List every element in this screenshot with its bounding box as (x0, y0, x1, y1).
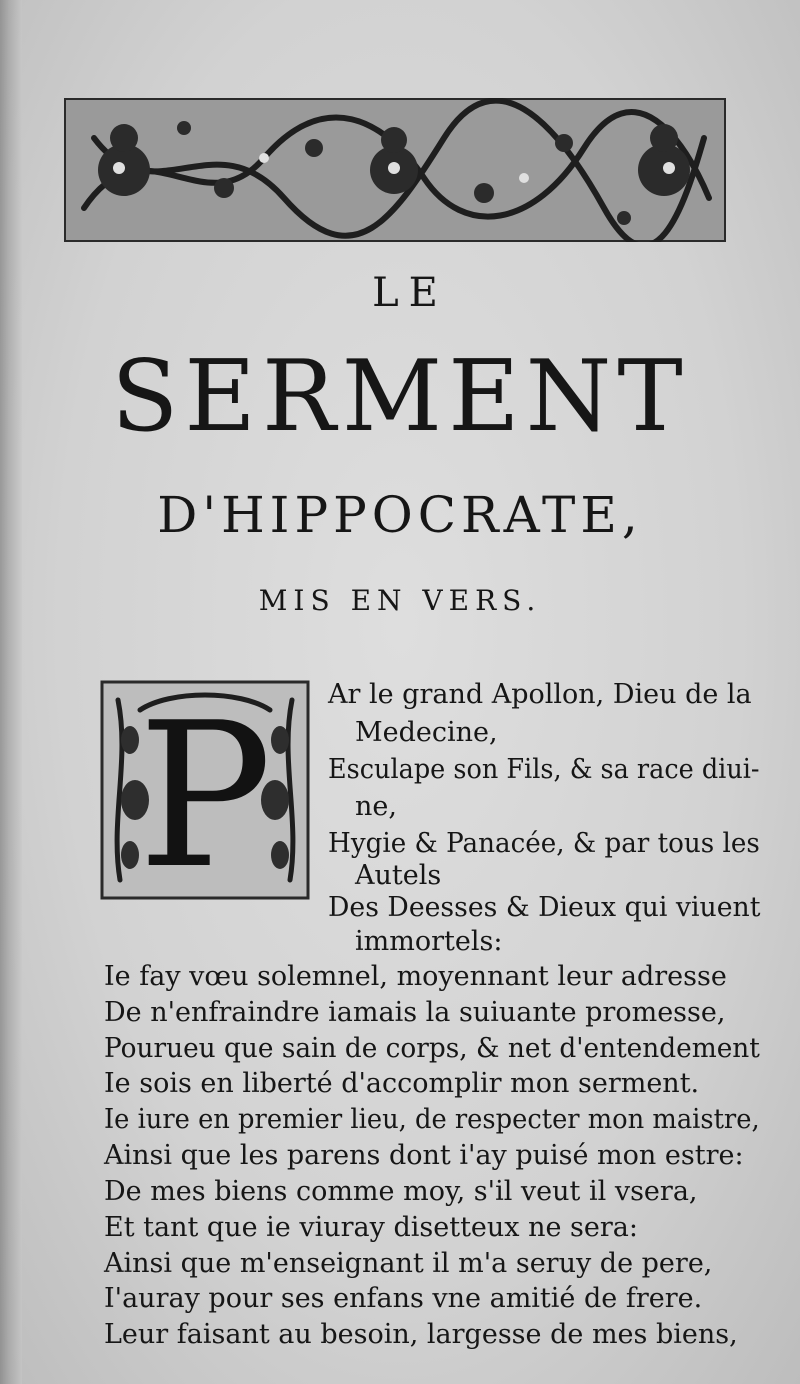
headpiece-ornament (64, 98, 726, 242)
verse-line: Leur faisant au besoin, largesse de mes biens, (104, 1319, 738, 1350)
dropcap-ornament (100, 680, 310, 900)
verse-line: Hygie & Panacée, & par tous les (328, 828, 760, 859)
verse-line: Medecine, (355, 717, 498, 748)
verse-line: Ainsi que m'enseignant il m'a seruy de pere, (104, 1248, 713, 1279)
dropcap-letter: P (137, 680, 273, 900)
verse-line: ne, (355, 791, 397, 822)
verse-line: Ie iure en premier lieu, de respecter mon maistre, (104, 1104, 760, 1135)
verse-line: De mes biens comme moy, s'il veut il vsera, (104, 1176, 698, 1207)
title-hippocrate: D'HIPPOCRATE, (157, 486, 643, 544)
verse-line: Esculape son Fils, & sa race diui- (328, 754, 760, 785)
verse-line: I'auray pour ses enfans vne amitié de frere. (104, 1283, 703, 1314)
title-le: LE (372, 270, 448, 316)
verse-line: De n'enfraindre iamais la suiuante promesse, (104, 997, 726, 1028)
verse-line: Ie sois en liberté d'accomplir mon serment. (104, 1068, 700, 1099)
verse-line: Ar le grand Apollon, Dieu de la (328, 679, 752, 710)
binding-edge (0, 0, 22, 1384)
verse-line: Autels (355, 860, 442, 891)
title-serment: SERMENT (111, 340, 689, 454)
verse-line: immortels: (355, 926, 503, 957)
verse-line: Ainsi que les parens dont i'ay puisé mon estre: (104, 1140, 744, 1171)
verse-line: Pourueu que sain de corps, & net d'entendement (104, 1033, 760, 1064)
verse-line: Des Deesses & Dieux qui viuent (328, 892, 761, 923)
verse-line: Et tant que ie viuray disetteux ne sera: (104, 1212, 638, 1243)
title-subtitle: MIS EN VERS. (258, 584, 542, 617)
verse-line: Ie fay vœu solemnel, moyennant leur adresse (104, 961, 727, 992)
